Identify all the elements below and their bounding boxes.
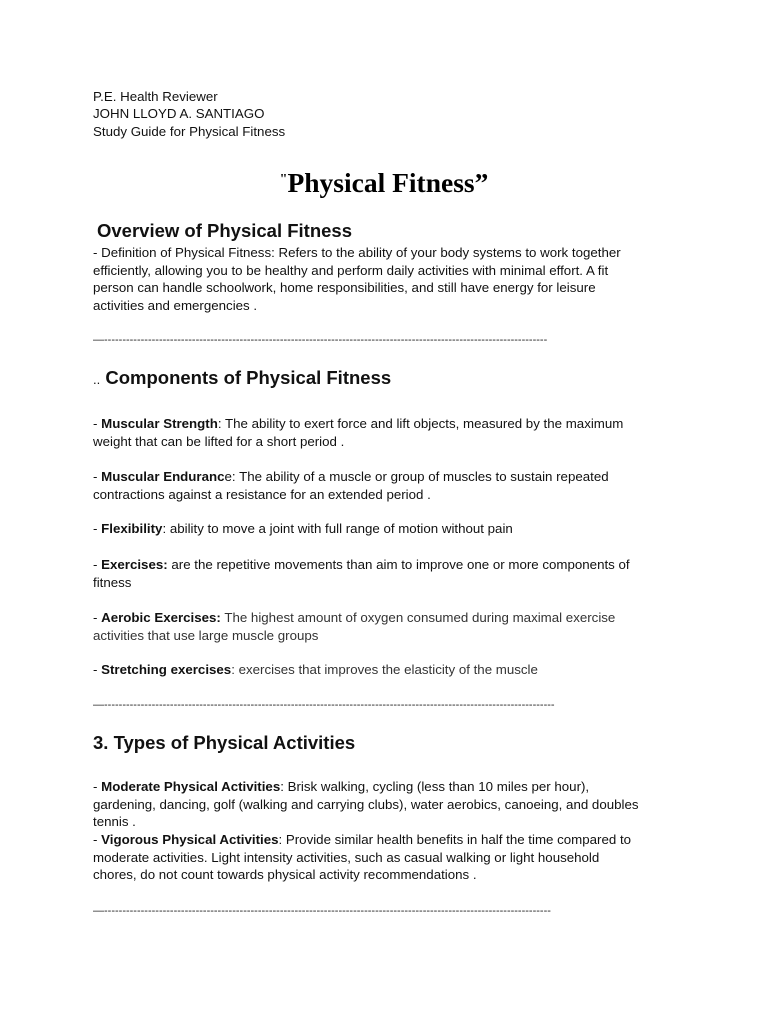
activities-heading: 3. Types of Physical Activities <box>93 732 356 753</box>
activity-desc-cont: moderate activities. Light intensity activities, such as casual walking or light household <box>93 849 600 865</box>
component-term: Muscular Enduranc <box>101 469 225 484</box>
activity-desc-cont: tennis . <box>93 814 136 830</box>
header-line-guide: Study Guide for Physical Fitness <box>93 124 286 139</box>
components-heading-prefix: .. <box>93 372 101 387</box>
overview-paragraph <box>93 244 683 314</box>
dash: - <box>93 557 102 572</box>
activity-desc: : Brisk walking, cycling (less than 10 miles per hour), <box>280 779 590 794</box>
dash: - <box>93 469 102 484</box>
component-desc: are the repetitive movements than aim to improve one or more components of <box>167 557 630 572</box>
component-item <box>93 661 683 679</box>
separator-line: —------------------------------------------------------------------------------------------------------------------------- <box>93 334 548 346</box>
activity-desc: : Provide similar health benefits in half the time compared to <box>278 832 632 847</box>
component-term: Flexibility <box>101 521 163 536</box>
overview-line: - Definition of Physical Fitness: Refers to the ability of your body systems to work together <box>93 245 621 260</box>
activity-term: Moderate Physical Activities <box>101 779 281 794</box>
component-desc: e: The ability of a muscle or group of muscles to sustain repeated <box>224 469 609 484</box>
component-item <box>93 468 683 503</box>
component-desc-cont: activities that use large muscle groups <box>93 627 319 643</box>
components-heading <box>93 366 391 392</box>
component-desc-cont: contractions against a resistance for an extended period . <box>93 486 431 502</box>
dash: - <box>93 779 102 794</box>
separator-line: —-------------------------------------------------------------------------------------------------------------------------- <box>93 905 551 917</box>
activity-vigorous <box>93 831 683 884</box>
header-line-author: JOHN LLOYD A. SANTIAGO <box>93 106 265 121</box>
component-term: Aerobic Exercises: <box>101 610 221 625</box>
overview-line: person can handle schoolwork, home responsibilities, and still have energy for leisure <box>93 280 596 296</box>
activity-term: Vigorous Physical Activities <box>101 832 279 847</box>
component-desc-cont: fitness <box>93 574 132 590</box>
component-term: Exercises: <box>101 557 168 572</box>
dash: - <box>93 416 102 431</box>
component-desc: : ability to move a joint with full range of motion without pain <box>162 521 513 536</box>
component-term: Muscular Strength <box>101 416 218 431</box>
overview-line: activities and emergencies . <box>93 297 258 313</box>
overview-line: efficiently, allowing you to be healthy and perform daily activities with minimal effort. A fit <box>93 262 609 278</box>
components-heading-text: Components of Physical Fitness <box>105 367 392 388</box>
page-title <box>0 160 768 203</box>
title-text: Physical Fitness” <box>287 167 489 198</box>
header-line-subject: P.E. Health Reviewer <box>93 89 218 104</box>
component-item <box>93 556 683 591</box>
dash: - <box>93 521 102 536</box>
dash: - <box>93 662 102 677</box>
component-desc: The highest amount of oxygen consumed during maximal exercise <box>220 610 616 625</box>
title-open-quote: " <box>279 172 288 187</box>
overview-heading: Overview of Physical Fitness <box>97 220 352 241</box>
dash: - <box>93 832 102 847</box>
activity-desc-cont: gardening, dancing, golf (walking and carrying clubs), water aerobics, canoeing, and doubles <box>93 796 639 812</box>
component-item <box>93 520 683 538</box>
activity-moderate <box>93 778 693 831</box>
activity-desc-cont: chores, do not count towards physical activity recommendations . <box>93 867 477 883</box>
dash: - <box>93 610 102 625</box>
component-desc: : exercises that improves the elasticity of the muscle <box>231 662 538 677</box>
separator-line: —--------------------------------------------------------------------------------------------------------------------------- <box>93 699 555 711</box>
component-term: Stretching exercises <box>101 662 232 677</box>
component-item <box>93 609 683 644</box>
component-desc-cont: weight that can be lifted for a short period . <box>93 433 345 449</box>
component-desc: : The ability to exert force and lift objects, measured by the maximum <box>217 416 624 431</box>
component-item <box>93 415 683 450</box>
